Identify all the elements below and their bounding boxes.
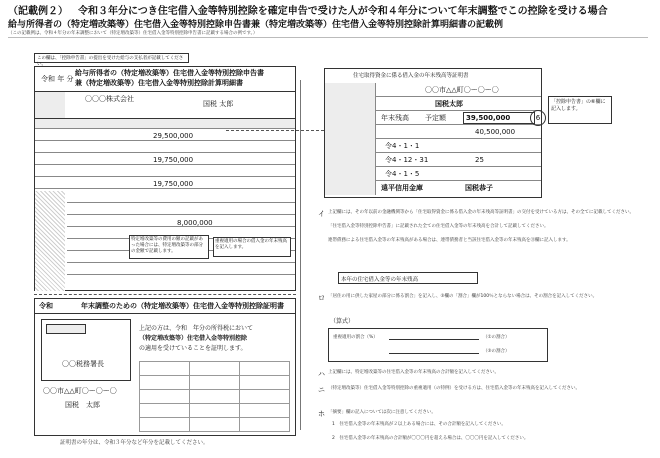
note-i-b: 「住宅借入金等特別控除申告書」に記載された全ての住宅借入金等の年末残高を合計して記載してください。 [328, 224, 549, 229]
note-ni-label: ニ [318, 386, 325, 394]
connector-line [226, 130, 324, 131]
calc-row [35, 141, 295, 153]
callout-specific-renovation: 特定増改築等の費用の額の記載があった場合には、特定増改築等の部分の金額で記載します。 [129, 235, 209, 259]
year-end-balance-certificate [324, 68, 542, 198]
amount-2: 19,750,000 [153, 156, 194, 164]
year-end-certificate [34, 298, 296, 436]
calc-row [67, 203, 295, 215]
stamp-label [46, 324, 86, 334]
calc-row [35, 119, 295, 129]
loan-amount: 39,500,000 [463, 112, 535, 124]
certificate-name: 国税 太郎 [65, 401, 100, 409]
note-ho-label: ホ [318, 410, 325, 418]
certificate-address: 〇〇市△△町〇ー〇ー〇 [43, 387, 117, 395]
formula-label: （算式） [330, 318, 355, 325]
date-3: 令4・1・5 [385, 170, 420, 178]
note-ro-label: ロ [318, 294, 325, 302]
label-column [325, 83, 376, 195]
note-i-label: イ [318, 210, 325, 218]
balance-amount: 40,500,000 [475, 128, 516, 136]
cut-line [34, 294, 296, 295]
applicant-name: 国税 太郎 [203, 100, 234, 108]
balance-cert-title: 住宅取得資金に係る借入金の年末残高等証明書 [353, 73, 469, 79]
formula-box [328, 328, 548, 362]
amount-3: 19,750,000 [153, 180, 194, 188]
lender: 遠平信用金庫 [381, 184, 423, 192]
formula-2: （①の割合） [483, 335, 510, 340]
hatched-column [35, 191, 65, 291]
cert-address: 〇〇市△△町〇ー〇ー〇 [425, 86, 499, 94]
date-1: 令4・1・1 [385, 142, 420, 150]
year-label: 令和 年 分 [41, 75, 74, 83]
note-ho: 「摘要」欄の記入については次に注意してください。 [328, 410, 436, 415]
party-section [35, 91, 295, 119]
certificate-era: 令和 [39, 302, 53, 310]
intro-text: （この記載例は、令和４年分の年末調整において（特定増改築等）住宅借入金等特別控除申告書に記載する場合の例です。） [8, 31, 648, 38]
balance-type: 予定額 [425, 114, 446, 122]
calc-row [35, 165, 295, 177]
right-callout: 「控除申告書」の⑥欄に記入します。 [548, 96, 612, 124]
note-ho-2: 2 住宅借入金等の年末残高の合計額が〇〇〇円を超える場合は、〇〇〇円を記入してください。 [332, 436, 529, 441]
fraction-line [389, 339, 479, 340]
calc-row [67, 263, 295, 275]
loan-count: 25 [475, 156, 484, 164]
date-2: 令4・12・31 [385, 156, 429, 164]
employer-name: 〇〇〇株式会社 [85, 95, 134, 103]
note-ho-1: 1 住宅借入金等の年末残高が２以上ある場合には、その合計額を記入してください。 [332, 422, 506, 427]
deduction-form [34, 66, 296, 291]
side-divider [300, 80, 302, 430]
certificate-footer: 証明書の年分は、令和３年分など年分を記載してください。 [60, 440, 209, 446]
note-i: 上記欄には、その年以前の金融機関等から「住宅取得資金に係る借入金の年末残高等証明書」の交付を受けている方は、その全てに記載してください。 [328, 210, 634, 215]
certificate-title: 年末調整のための（特定増改築等）住宅借入金等特別控除証明書 [81, 302, 284, 310]
amount-1: 29,500,000 [153, 132, 194, 140]
fraction-line [389, 353, 479, 354]
example-number: （記載例２） [8, 6, 68, 17]
lender-name: 国税恭子 [465, 184, 493, 192]
form-title-line1: 給与所得者の（特定増改築等）住宅借入金等特別控除申告書 [75, 69, 264, 77]
example-circle: 6 [530, 110, 546, 126]
certificate-grid [139, 361, 290, 432]
balance-cert-table [325, 83, 541, 195]
formula-1: 重複適用の割合（%） [333, 335, 378, 340]
year-end-balance-box: 本年の住宅借入金等の年末残高 [338, 272, 478, 284]
formula-3: （⑤の割合） [483, 349, 510, 354]
page-subtitle: 給与所得者の（特定増改築等）住宅借入金等特別控除申告書兼（特定増改築等）住宅借入金等特別控除計算明細書の記載例 [8, 20, 504, 30]
callout-overlap: 重複適用の場合の借入金の年末残高を記入します。 [213, 237, 291, 257]
employer-notice: この欄は、「控除申告書」の提出を受けた給与の支払者が記載してください。 [34, 53, 189, 63]
cert-name: 国税太郎 [435, 100, 463, 108]
tax-office-stamp-area [41, 319, 131, 381]
form-title-line2: 兼（特定増改築等）住宅借入金等特別控除計算明細書 [75, 79, 243, 87]
party-label-cell [35, 92, 65, 118]
cert-text-3: の適用を受けていることを証明します。 [139, 345, 247, 352]
page-title: 令和３年分につき住宅借入金等特別控除を確定申告で受けた人が令和４年分について年末調整でこの控除を受ける場合 [78, 6, 608, 17]
cert-text-2: （特定増改築等）住宅借入金等特別控除 [139, 335, 248, 342]
certificate-rule [35, 313, 295, 314]
cert-text-1: 上記の方は、令和 年分の所得税において [139, 325, 254, 332]
note-ni: （特定増改築等）住宅借入金等特別控除の重複適用（の特例）を受ける方は、住宅借入金等の年末残高を記入してください。 [328, 386, 580, 391]
note-ha: 上記欄には、特定増改築等の住宅借入金等の年末残高の合計額を記入してください。 [328, 370, 499, 375]
balance-label: 年末残高 [381, 114, 409, 122]
note-ha-label: ハ [318, 370, 325, 378]
tax-office: 〇〇税務署長 [62, 360, 104, 368]
note-ro: 「居住の用に供した家屋の部分に係る割合」を記入し、⑤欄の「割合」欄が100％とならない場合は、その割合を記入してください。 [328, 294, 598, 299]
calc-row [67, 191, 295, 203]
note-i-c: 連帯債務による住宅借入金等の年末残高がある場合は、連帯債務者と当該住宅借入金等の年末残高を⑪欄に記入します。 [328, 238, 571, 243]
amount-4: 8,000,000 [177, 219, 213, 227]
